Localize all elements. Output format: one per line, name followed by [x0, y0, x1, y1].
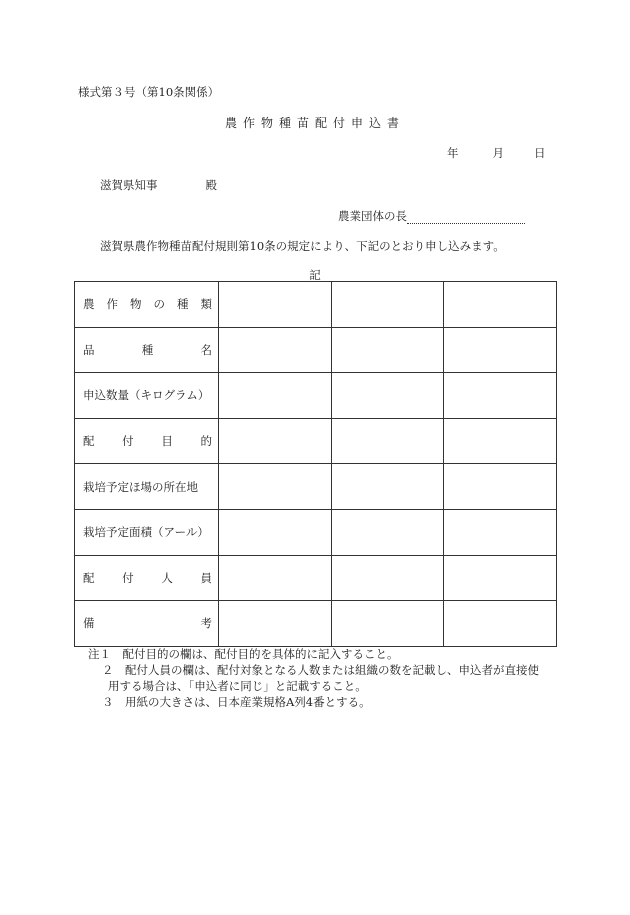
- row-label: [75, 601, 219, 647]
- note-1: [88, 646, 539, 662]
- row-label: [75, 509, 219, 555]
- note-2-continued: [88, 678, 539, 694]
- date-month-label: 月: [492, 146, 504, 160]
- entry-cell[interactable]: [444, 327, 557, 373]
- entry-cell[interactable]: [219, 373, 332, 419]
- note-2-prefix: ２: [102, 663, 114, 677]
- table-row: [75, 282, 557, 328]
- entry-cell[interactable]: [332, 418, 444, 464]
- date-year-label: 年: [447, 146, 459, 160]
- table-row: [75, 418, 557, 464]
- entry-cell[interactable]: [444, 418, 557, 464]
- row-label-text: 備 考: [83, 616, 212, 631]
- entry-cell[interactable]: [332, 373, 444, 419]
- notes: [88, 646, 539, 710]
- entry-cell[interactable]: [219, 282, 332, 328]
- table-row: [75, 464, 557, 510]
- addressee-honorific: 殿: [205, 178, 217, 192]
- entry-cell[interactable]: [332, 509, 444, 555]
- row-label: [75, 418, 219, 464]
- row-label: [75, 282, 219, 328]
- note-3: [88, 694, 539, 710]
- entry-cell[interactable]: [219, 327, 332, 373]
- entry-cell[interactable]: [444, 464, 557, 510]
- table-row: [75, 373, 557, 419]
- entry-cell[interactable]: [332, 464, 444, 510]
- entry-cell[interactable]: [444, 373, 557, 419]
- applicant-line: [338, 208, 525, 224]
- entry-cell[interactable]: [444, 509, 557, 555]
- table-row: [75, 555, 557, 601]
- row-label-text: 配 付 目 的: [83, 434, 212, 449]
- row-label-text: 農 作 物 の 種 類: [83, 297, 212, 312]
- addressee: [100, 177, 217, 193]
- table-row: [75, 601, 557, 647]
- entry-cell[interactable]: [444, 601, 557, 647]
- row-label-text: 申込数量（キログラム）: [83, 388, 210, 403]
- row-label-text: 栽培予定ほ場の所在地: [83, 479, 198, 494]
- entry-cell[interactable]: [332, 555, 444, 601]
- note-1-prefix: 注１: [88, 647, 111, 661]
- entry-cell[interactable]: [219, 555, 332, 601]
- row-label: [75, 555, 219, 601]
- addressee-name: 滋賀県知事: [100, 178, 158, 192]
- row-label-text: 品 種 名: [83, 342, 212, 357]
- entry-cell[interactable]: [332, 282, 444, 328]
- note-3-text: 用紙の大きさは、日本産業規格A列4番とする。: [125, 695, 371, 709]
- application-table: [74, 281, 557, 647]
- date-day-label: 日: [534, 146, 546, 160]
- entry-cell[interactable]: [219, 509, 332, 555]
- entry-cell[interactable]: [444, 555, 557, 601]
- form-number: 様式第３号（第10条関係）: [78, 85, 220, 99]
- applicant-label: 農業団体の長: [338, 209, 407, 223]
- row-label: [75, 373, 219, 419]
- note-1-text: 配付目的の欄は、配付目的を具体的に記入すること。: [122, 647, 399, 661]
- table-row: [75, 327, 557, 373]
- entry-cell[interactable]: [332, 327, 444, 373]
- note-3-prefix: ３: [102, 695, 114, 709]
- row-label-text: 栽培予定面積（アール）: [83, 525, 209, 540]
- entry-cell[interactable]: [219, 418, 332, 464]
- body-text: 滋賀県農作物種苗配付規則第10条の規定により、下記のとおり申し込みます。: [100, 239, 505, 253]
- note-2: [88, 662, 539, 678]
- row-label: [75, 464, 219, 510]
- entry-cell[interactable]: [444, 282, 557, 328]
- entry-cell[interactable]: [219, 464, 332, 510]
- table-row: [75, 509, 557, 555]
- section-heading: 記: [309, 268, 321, 282]
- row-label-text: 配 付 人 員: [83, 570, 212, 585]
- date-line: [447, 145, 546, 161]
- note-2-text-b: 用する場合は、「申込者に同じ」と記載すること。: [108, 679, 367, 693]
- document-title: 農作物種苗配付申込書: [224, 116, 405, 130]
- row-label: [75, 327, 219, 373]
- note-2-text-a: 配付人員の欄は、配付対象となる人数または組織の数を記載し、申込者が直接使: [125, 663, 539, 677]
- entry-cell[interactable]: [332, 601, 444, 647]
- entry-cell[interactable]: [219, 601, 332, 647]
- applicant-name-field[interactable]: [407, 211, 525, 224]
